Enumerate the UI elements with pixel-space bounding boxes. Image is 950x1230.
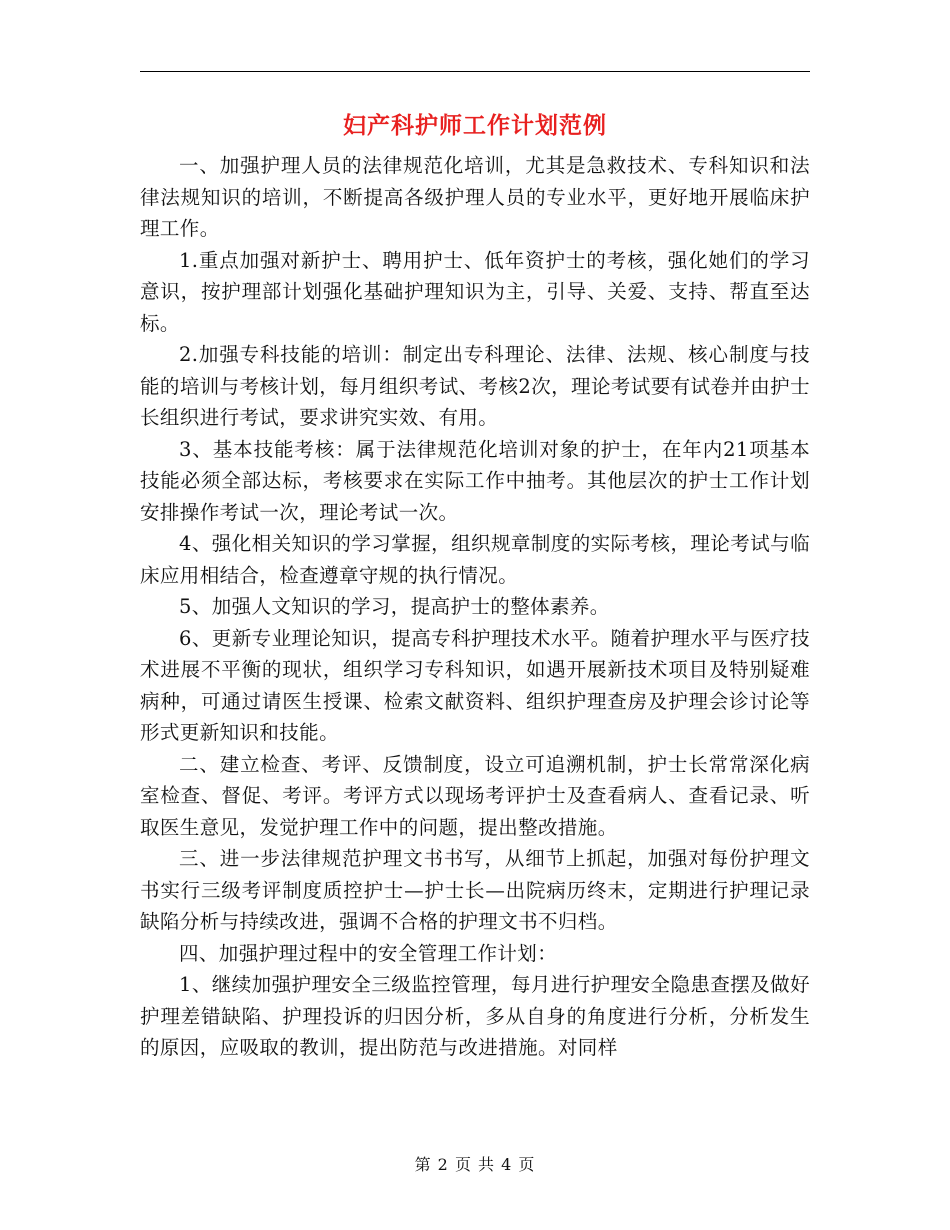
paragraph: 1、继续加强护理安全三级监控管理，每月进行护理安全隐患查摆及做好护理差错缺陷、护理投诉的归因分析，多从自身的角度进行分析，分析发生的原因，应吸取的教训，提出防范与改进措施。对同样 xyxy=(140,973,810,1059)
page-number-footer: 第 2 页 共 4 页 xyxy=(414,1155,536,1174)
paragraph: 6、更新专业理论知识，提高专科护理技术水平。随着护理水平与医疗技术进展不平衡的现状，组织学习专科知识，如遇开展新技术项目及特别疑难病种，可通过请医生授课、检索文献资料、组织护理查房及护理会诊讨论等形式更新知识和技能。 xyxy=(140,626,810,744)
header-rule xyxy=(140,71,810,72)
paragraph: 3、基本技能考核：属于法律规范化培训对象的护士，在年内21项基本技能必须全部达标，考核要求在实际工作中抽考。其他层次的护士工作计划安排操作考试一次，理论考试一次。 xyxy=(140,437,810,524)
paragraph: 二、建立检查、考评、反馈制度，设立可追溯机制，护士长常常深化病室检查、督促、考评。考评方式以现场考评护士及查看病人、查看记录、听取医生意见，发觉护理工作中的问题，提出整改措施。 xyxy=(140,752,810,839)
document-body xyxy=(140,150,810,1064)
paragraph: 5、加强人文知识的学习，提高护士的整体素养。 xyxy=(179,595,610,618)
paragraph: 2.加强专科技能的培训：制定出专科理论、法律、法规、核心制度与技能的培训与考核计划，每月组织考试、考核2次，理论考试要有试卷并由护士长组织进行考试，要求讲究实效、有用。 xyxy=(140,343,810,429)
paragraph: 四、加强护理过程中的安全管理工作计划： xyxy=(179,941,558,965)
paragraph: 一、加强护理人员的法律规范化培训，尤其是急救技术、专科知识和法律法规知识的培训，不断提高各级护理人员的专业水平，更好地开展临床护理工作。 xyxy=(140,154,810,240)
paragraph: 三、进一步法律规范护理文书书写，从细节上抓起，加强对每份护理文书实行三级考评制度质控护士—护士长—出院病历终末，定期进行护理记录缺陷分析与持续改进，强调不合格的护理文书不归档。 xyxy=(140,847,810,933)
document-title: 妇产科护师工作计划范例 xyxy=(343,112,607,139)
paragraph: 1.重点加强对新护士、聘用护士、低年资护士的考核，强化她们的学习意识，按护理部计划强化基础护理知识为主，引导、关爱、支持、帮直至达标。 xyxy=(140,248,810,335)
paragraph: 4、强化相关知识的学习掌握，组织规章制度的实际考核，理论考试与临床应用相结合，检查遵章守规的执行情况。 xyxy=(140,532,810,587)
